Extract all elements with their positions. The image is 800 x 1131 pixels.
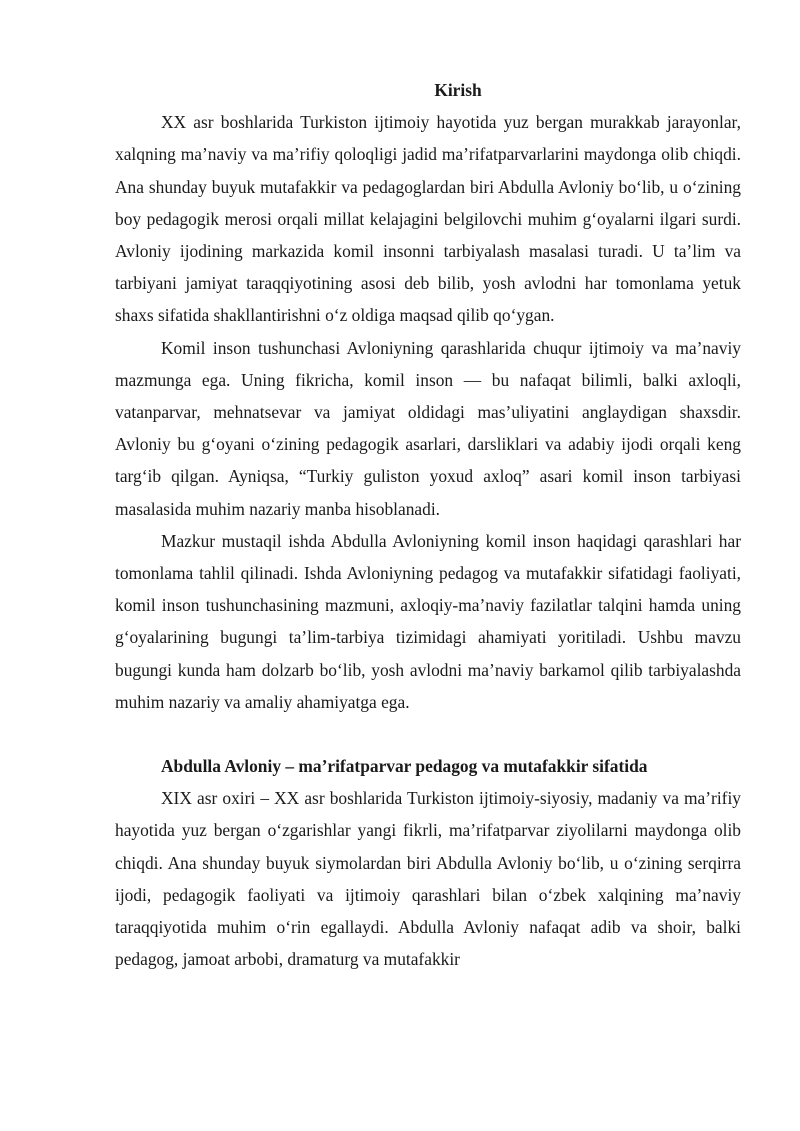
page-title: Kirish	[434, 80, 482, 100]
document-page	[115, 74, 741, 975]
section-paragraph-1: XIX asr oxiri – XX asr boshlarida Turkiston ijtimoiy-siyosiy, madaniy va ma’rifiy hayotida yuz bergan o‘zgarishlar yangi fikrli, ma’rifatparvar ziyolilarni maydonga olib chiqdi. Ana shunday buyuk siymolardan biri Abdulla Avloniy bo‘lib, u o‘zining serqirra ijodi, pedagogik faoliyati va ijtimoiy qarashlari bilan o‘zbek xalqining ma’naviy taraqqiyotida muhim o‘rin egallaydi. Abdulla Avloniy nafaqat adib va shoir, balki pedagog, jamoat arbobi, dramaturg va mutafakkir	[115, 788, 741, 970]
intro-paragraph-2: Komil inson tushunchasi Avloniyning qarashlarida chuqur ijtimoiy va ma’naviy mazmunga ega. Uning fikricha, komil inson — bu nafaqat bilimli, balki axloqli, vatanparvar, mehnatsevar va jamiyat oldidagi mas’uliyatini anglaydigan shaxsdir. Avloniy bu g‘oyani o‘zining pedagogik asarlari, darsliklari va adabiy ijodi orqali keng targ‘ib qilgan. Ayniqsa, “Turkiy guliston yoxud axloq” asari komil inson tarbiyasi masalasida muhim nazariy manba hisoblanadi.	[115, 337, 741, 519]
section-heading: Abdulla Avloniy – ma’rifatparvar pedagog va mutafakkir sifatida	[161, 756, 648, 777]
intro-paragraph-1: XX asr boshlarida Turkiston ijtimoiy hayotida yuz bergan murakkab jarayonlar, xalqning ma’naviy va ma’rifiy qoloqligi jadid ma’rifatparvarlarini maydonga olib chiqdi. Ana shunday buyuk mutafakkir va pedagoglardan biri Abdulla Avloniy bo‘lib, u o‘zining boy pedagogik merosi orqali millat kelajagini belgilovchi muhim g‘oyalarni ilgari surdi. Avloniy ijodining markazida komil insonni tarbiyalash masalasi turadi. U ta’lim va tarbiyani jamiyat taraqqiyotining asosi deb bilib, yosh avlodni har tomonlama yetuk shaxs sifatida shakllantirishni o‘z oldiga maqsad qilib qo‘ygan.	[115, 112, 741, 326]
intro-paragraph-3: Mazkur mustaqil ishda Abdulla Avloniyning komil inson haqidagi qarashlari har tomonlama tahlil qilinadi. Ishda Avloniyning pedagog va mutafakkir sifatidagi faoliyati, komil inson tushunchasining mazmuni, axloqiy-ma’naviy fazilatlar talqini hamda uning g‘oyalarining bugungi ta’lim-tarbiya tizimidagi ahamiyati yoritiladi. Ushbu mavzu bugungi kunda ham dolzarb bo‘lib, yosh avlodni ma’naviy barkamol qilib tarbiyalashda muhim nazariy va amaliy ahamiyatga ega.	[115, 530, 741, 712]
